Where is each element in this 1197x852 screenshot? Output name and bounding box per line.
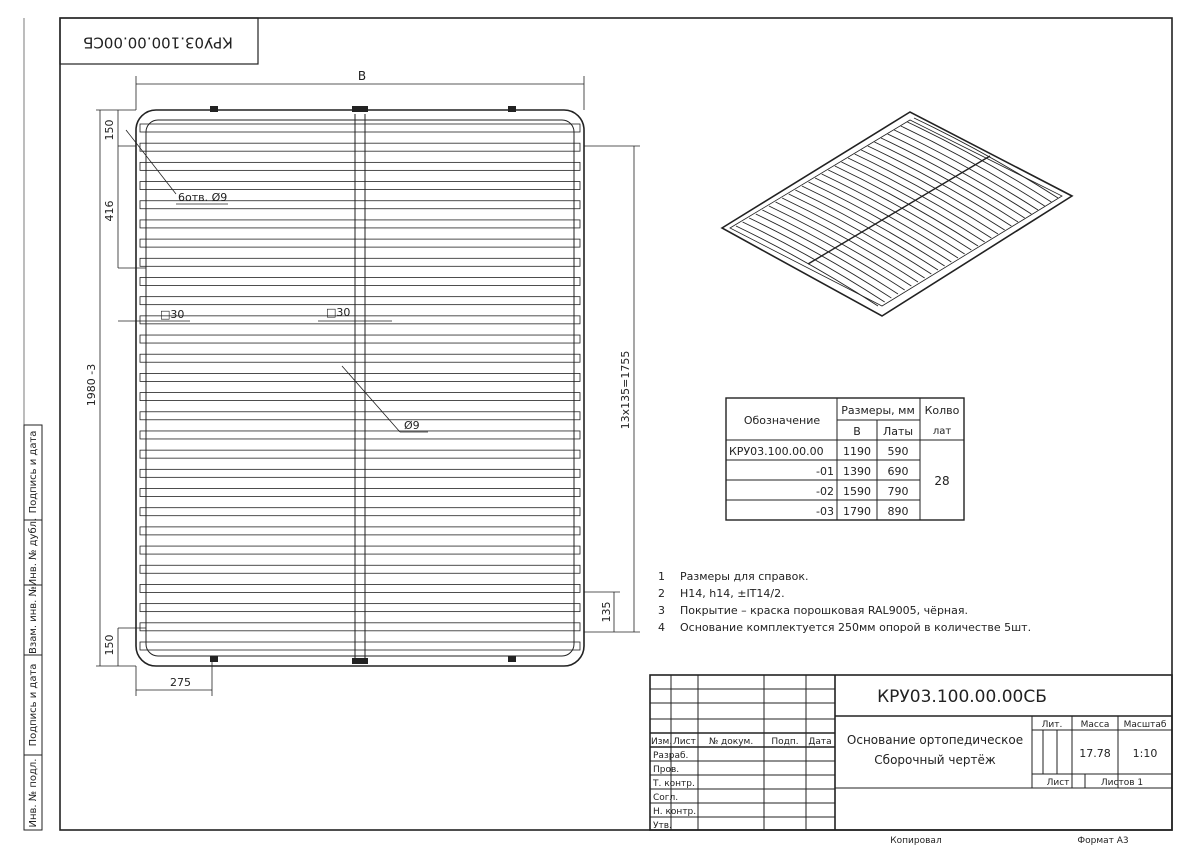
bracket-bottom-center xyxy=(352,658,368,664)
slat xyxy=(140,642,580,650)
title-row-tech-control: Т. контр. xyxy=(653,779,695,789)
side-strip-orig-inv: Инв. № подл. xyxy=(28,758,39,828)
slat xyxy=(140,143,580,151)
spec-count-value: 28 xyxy=(934,474,950,488)
title-col-izm: Изм. xyxy=(651,737,673,747)
slat xyxy=(140,393,580,401)
dim-275: 275 xyxy=(170,676,191,689)
dim-416: 416 xyxy=(103,200,116,222)
slat xyxy=(140,220,580,228)
note-2-num: 2 xyxy=(658,587,665,600)
title-mass-value: 17.78 xyxy=(1079,747,1111,760)
title-lit-label: Лит. xyxy=(1041,720,1063,730)
title-name-line1: Основание ортопедическое xyxy=(846,733,1024,747)
footer-format: Формат А3 xyxy=(1077,836,1129,846)
slat xyxy=(140,508,580,516)
slat xyxy=(140,546,580,554)
hole-diameter-9: Ø9 xyxy=(404,419,420,432)
spec-header-designation: Обозначение xyxy=(743,414,821,427)
slat xyxy=(140,316,580,324)
iso-slat xyxy=(749,218,891,298)
note-2-text: H14, h14, ±IT14/2. xyxy=(680,587,785,600)
dimensions xyxy=(96,76,640,696)
slat xyxy=(140,258,580,266)
spec-header-laths: Латы xyxy=(882,425,914,438)
slat xyxy=(140,162,580,170)
spec-row-0-designation: КРУ03.100.00.00 xyxy=(729,445,824,458)
note-3-num: 3 xyxy=(658,604,665,617)
iso-slat xyxy=(743,222,885,302)
slat xyxy=(140,623,580,631)
title-row-developer: Разраб. xyxy=(653,751,689,761)
sheet-frame xyxy=(60,18,1172,830)
title-sheets-label: Листов 1 xyxy=(1100,778,1144,788)
dim-150-bottom: 150 xyxy=(103,634,116,656)
title-row-checker: Пров. xyxy=(653,765,680,775)
spec-row-3-b: 1790 xyxy=(843,505,871,518)
slat xyxy=(140,527,580,535)
title-sheet-label: Лист xyxy=(1046,778,1070,788)
title-mass-label: Масса xyxy=(1080,720,1110,730)
spec-header-sizes: Размеры, мм xyxy=(841,404,915,417)
bracket-bottom-left xyxy=(210,656,218,662)
spec-header-count: Колво xyxy=(924,404,960,417)
spec-row-3-designation: -03 xyxy=(816,505,834,518)
title-scale-label: Масштаб xyxy=(1123,720,1167,730)
mirrored-stamp-text: КРУ03.100.00.00СБ xyxy=(83,33,233,52)
side-strip-replace-inv: Взам. инв. № xyxy=(28,586,39,654)
dim-1980: 1980 -3 xyxy=(85,363,98,407)
spec-row-0-laths: 590 xyxy=(887,445,909,458)
dim-135: 135 xyxy=(600,601,613,623)
bracket-top-right xyxy=(508,106,516,112)
iso-slat xyxy=(736,226,878,306)
slat xyxy=(140,584,580,592)
spec-row-2-laths: 790 xyxy=(887,485,909,498)
title-col-date: Дата xyxy=(808,737,832,747)
slat xyxy=(140,335,580,343)
slat xyxy=(140,354,580,362)
slat xyxy=(140,297,580,305)
mirrored-stamp xyxy=(60,18,258,64)
title-scale-value: 1:10 xyxy=(1132,747,1158,760)
slat xyxy=(140,489,580,497)
spec-row-1-laths: 690 xyxy=(887,465,909,478)
spec-row-3-laths: 890 xyxy=(887,505,909,518)
slat xyxy=(140,431,580,439)
side-strip xyxy=(24,425,42,830)
dim-150-top: 150 xyxy=(103,119,116,141)
slat xyxy=(140,373,580,381)
spec-header-count-2: лат xyxy=(932,426,952,437)
notes xyxy=(658,570,1031,634)
spec-row-1-b: 1390 xyxy=(843,465,871,478)
slat xyxy=(140,277,580,285)
title-col-sign: Подп. xyxy=(771,737,799,747)
title-row-approved: Утв. xyxy=(653,821,672,831)
slat xyxy=(140,450,580,458)
note-1-text: Размеры для справок. xyxy=(680,570,809,583)
dim-step-note: 13x135=1755 xyxy=(619,350,632,430)
side-strip-dup-inv: Инв. № дубл. xyxy=(28,517,39,587)
isometric-view xyxy=(722,112,1072,316)
dim-square-30-center: □30 xyxy=(326,306,351,319)
slat xyxy=(140,412,580,420)
iso-slat xyxy=(756,214,898,294)
title-col-docnum: № докум. xyxy=(708,737,754,747)
note-1-num: 1 xyxy=(658,570,665,583)
side-strip-sign-date-2: Подпись и дата xyxy=(28,663,39,747)
dim-width-b: B xyxy=(357,69,367,83)
bracket-top-center xyxy=(352,106,368,112)
dim-square-30-left: □30 xyxy=(160,308,185,321)
slat xyxy=(140,604,580,612)
title-row-norm-control: Н. контр. xyxy=(653,807,697,817)
bracket-top-left xyxy=(210,106,218,112)
slat xyxy=(140,469,580,477)
holes-note: 6отв. Ø9 xyxy=(178,191,228,204)
spec-row-1-designation: -01 xyxy=(816,465,834,478)
note-4-num: 4 xyxy=(658,621,665,634)
spec-row-2-designation: -02 xyxy=(816,485,834,498)
title-col-list: Лист xyxy=(673,737,696,747)
slat xyxy=(140,565,580,573)
slat xyxy=(140,239,580,247)
bracket-bottom-right xyxy=(508,656,516,662)
note-3-text: Покрытие – краска порошковая RAL9005, чёрная. xyxy=(680,604,968,617)
title-row-agreed: Согл. xyxy=(653,793,679,803)
side-strip-sign-date-1: Подпись и дата xyxy=(28,430,39,514)
title-code: КРУ03.100.00.00СБ xyxy=(877,687,1047,707)
spec-header-b: B xyxy=(853,425,861,438)
slat xyxy=(140,182,580,190)
spec-row-2-b: 1590 xyxy=(843,485,871,498)
title-name-line2: Сборочный чертёж xyxy=(874,753,996,767)
slat xyxy=(140,124,580,132)
footer-copied: Копировал xyxy=(890,836,942,846)
note-4-text: Основание комплектуется 250мм опорой в количестве 5шт. xyxy=(680,621,1032,634)
spec-row-0-b: 1190 xyxy=(843,445,871,458)
